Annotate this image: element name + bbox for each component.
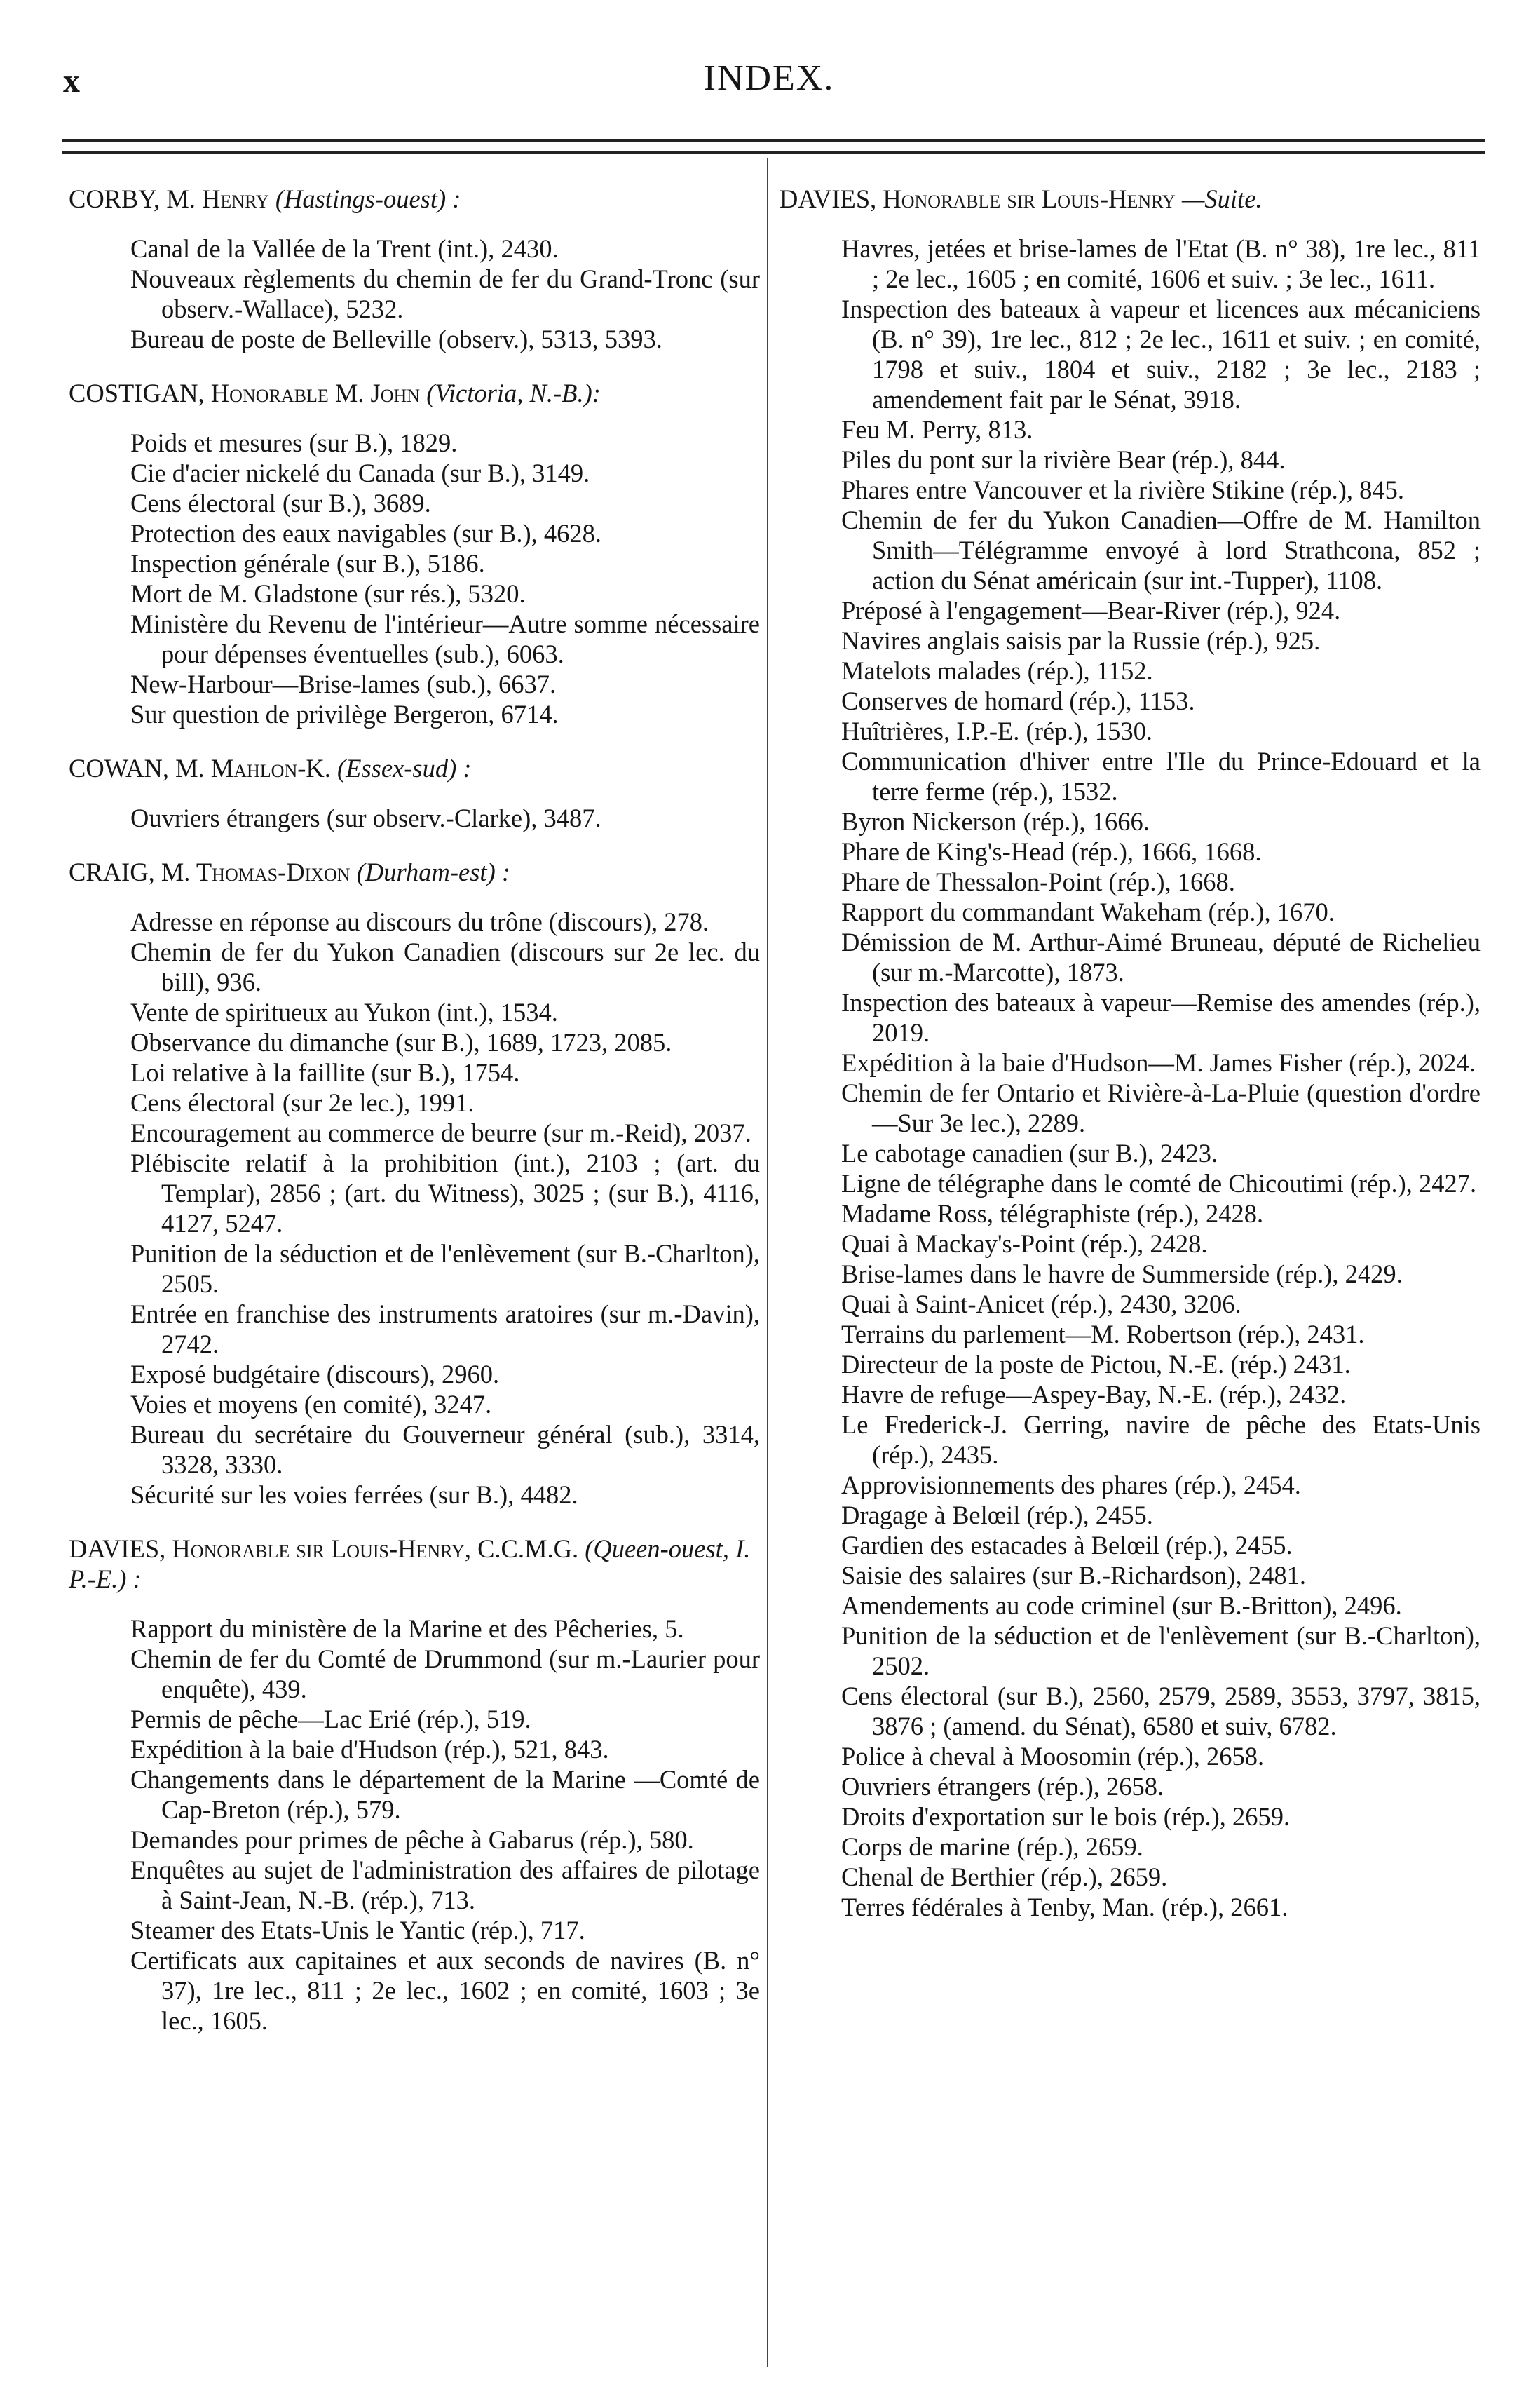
index-item: Havres, jetées et brise-lames de l'Etat (B. n° 38), 1re lec., 811 ; 2e lec., 1605 ; en comité, 1606 et suiv. ; 3e lec., 1611. [841,234,1481,293]
index-item: Protection des eaux navigables (sur B.), 4628. [130,519,602,548]
member-name: Honorable sir Louis-Henry, C.C.M.G. [172,1534,579,1563]
index-entry [69,184,760,354]
index-entry [69,1534,760,2036]
index-item: Encouragement au commerce de beurre (sur m.-Reid), 2037. [130,1118,751,1147]
index-item: Steamer des Etats-Unis le Yantic (rép.), 717. [130,1916,585,1944]
index-item: Police à cheval à Moosomin (rép.), 2658. [841,1742,1265,1771]
index-item: Certificats aux capitaines et aux seconds de navires (B. n° 37), 1re lec., 811 ; 2e lec., 1602 ; en comité, 1603 ; 3e lec., 1605. [130,1946,760,2035]
index-item: Chemin de fer du Yukon Canadien (discours sur 2e lec. du bill), 936. [130,938,760,996]
member-name: Honorable sir Louis-Henry [883,184,1176,213]
member-name: M. Mahlon-K. [175,754,331,783]
index-item: Huîtrières, I.P.-E. (rép.), 1530. [841,717,1152,745]
entry-heading [69,857,760,887]
entry-heading [780,184,1481,214]
index-item: Cie d'acier nickelé du Canada (sur B.), 3149. [130,459,590,487]
entry-items [69,1614,760,2036]
index-item: Chemin de fer du Yukon Canadien—Offre de M. Hamilton Smith—Télégramme envoyé à lord Strathcona, 852 ; action du Sénat américain (sur int.-Tupper), 1108. [841,506,1481,595]
index-item: Phare de King's-Head (rép.), 1666, 1668. [841,837,1262,866]
index-item: Mort de M. Gladstone (sur rés.), 5320. [130,579,526,608]
index-item: Sur question de privilège Bergeron, 6714. [130,700,559,729]
index-item: Vente de spiritueux au Yukon (int.), 1534. [130,998,558,1027]
index-item: Approvisionnements des phares (rép.), 2454. [841,1470,1301,1499]
left-column [69,184,760,2059]
index-item: Sécurité sur les voies ferrées (sur B.), 4482. [130,1480,578,1509]
member-riding: —Suite. [1181,184,1263,213]
index-item: Poids et mesures (sur B.), 1829. [130,428,458,457]
entry-items [69,428,760,729]
index-item: Ouvriers étrangers (sur observ.-Clarke), 3487. [130,804,601,832]
index-item: Expédition à la baie d'Hudson (rép.), 521, 843. [130,1735,609,1764]
member-riding: (Victoria, N.-B.): [426,379,601,407]
index-item: Quai à Mackay's-Point (rép.), 2428. [841,1229,1208,1258]
member-name: Honorable M. John [210,379,421,407]
entry-heading [69,184,760,214]
entry-items [69,907,760,1510]
index-item: Exposé budgétaire (discours), 2960. [130,1360,500,1388]
index-item: Navires anglais saisis par la Russie (rép.), 925. [841,626,1321,655]
member-riding: (Hastings-ouest) : [275,184,461,213]
index-item: Préposé à l'engagement—Bear-River (rép.), 924. [841,596,1341,625]
index-item: Inspection des bateaux à vapeur—Remise des amendes (rép.), 2019. [841,988,1481,1047]
member-surname: COSTIGAN, [69,379,205,407]
index-item: Droits d'exportation sur le bois (rép.), 2659. [841,1802,1291,1831]
index-item: Terrains du parlement—M. Robertson (rép.), 2431. [841,1320,1365,1348]
index-item: Cens électoral (sur 2e lec.), 1991. [130,1088,475,1117]
index-item: Cens électoral (sur B.), 2560, 2579, 2589, 3553, 3797, 3815, 3876 ; (amend. du Sénat), 6580 et suiv, 6782. [841,1682,1481,1740]
index-item: Voies et moyens (en comité), 3247. [130,1390,492,1419]
index-item: Corps de marine (rép.), 2659. [841,1832,1143,1861]
index-item: Demandes pour primes de pêche à Gabarus (rép.), 580. [130,1825,694,1854]
entry-heading [69,1534,760,1594]
index-item: Rapport du ministère de la Marine et des Pêcheries, 5. [130,1614,684,1643]
index-item: Chenal de Berthier (rép.), 2659. [841,1862,1168,1891]
index-item: Communication d'hiver entre l'Ile du Prince-Edouard et la terre ferme (rép.), 1532. [841,747,1481,806]
index-item: Loi relative à la faillite (sur B.), 1754. [130,1058,520,1087]
index-item: Saisie des salaires (sur B.-Richardson), 2481. [841,1561,1306,1590]
member-surname: COWAN, [69,754,169,783]
entry-heading [69,378,760,408]
index-item: Piles du pont sur la rivière Bear (rép.), 844. [841,445,1286,474]
index-item: Chemin de fer Ontario et Rivière-à-La-Pluie (question d'ordre—Sur 3e lec.), 2289. [841,1078,1481,1137]
header-double-rule [62,139,1485,154]
index-item: Rapport du commandant Wakeham (rép.), 1670. [841,898,1335,926]
entry-items [69,803,760,833]
index-item: Matelots malades (rép.), 1152. [841,656,1153,685]
index-item: Changements dans le département de la Marine —Comté de Cap-Breton (rép.), 579. [130,1765,760,1824]
index-item: Chemin de fer du Comté de Drummond (sur m.-Laurier pour enquête), 439. [130,1644,760,1703]
index-item: Canal de la Vallée de la Trent (int.), 2430. [130,234,559,263]
index-item: Bureau du secrétaire du Gouverneur général (sub.), 3314, 3328, 3330. [130,1420,760,1479]
index-item: Phares entre Vancouver et la rivière Stikine (rép.), 845. [841,475,1405,504]
index-item: Observance du dimanche (sur B.), 1689, 1723, 2085. [130,1028,672,1057]
index-item: Amendements au code criminel (sur B.-Britton), 2496. [841,1591,1402,1620]
member-name: M. Thomas-Dixon [161,858,351,886]
right-column [780,184,1481,1946]
index-item: Nouveaux règlements du chemin de fer du Grand-Tronc (sur observ.-Wallace), 5232. [130,264,760,323]
entry-heading [69,753,760,783]
member-surname: CORBY, [69,184,161,213]
member-surname: DAVIES, [780,184,877,213]
index-entry [69,753,760,833]
index-item: Permis de pêche—Lac Erié (rép.), 519. [130,1705,531,1733]
column-divider [767,158,768,2367]
entry-items [780,234,1481,1922]
index-item: Ouvriers étrangers (rép.), 2658. [841,1772,1164,1801]
index-item: New-Harbour—Brise-lames (sub.), 6637. [130,670,557,698]
index-item: Terres fédérales à Tenby, Man. (rép.), 2661. [841,1893,1288,1921]
index-item: Cens électoral (sur B.), 3689. [130,489,431,518]
index-item: Entrée en franchise des instruments aratoires (sur m.-Davin), 2742. [130,1299,760,1358]
index-item: Byron Nickerson (rép.), 1666. [841,807,1150,836]
index-entry [69,857,760,1510]
index-item: Ligne de télégraphe dans le comté de Chicoutimi (rép.), 2427. [841,1169,1477,1198]
index-item: Le Frederick-J. Gerring, navire de pêche des Etats-Unis (rép.), 2435. [841,1410,1481,1469]
index-item: Inspection générale (sur B.), 5186. [130,549,485,578]
index-entry [780,184,1481,1922]
index-item: Adresse en réponse au discours du trône (discours), 278. [130,907,709,936]
index-item: Brise-lames dans le havre de Summerside (rép.), 2429. [841,1259,1403,1288]
page-title: INDEX. [703,58,835,98]
member-riding: (Queen-ouest, I. P.-E.) : [69,1534,751,1593]
index-item: Quai à Saint-Anicet (rép.), 2430, 3206. [841,1290,1241,1318]
member-riding: (Essex-sud) : [337,754,472,783]
index-item: Punition de la séduction et de l'enlèvement (sur B.-Charlton), 2502. [841,1621,1481,1680]
entry-items [69,234,760,354]
index-item: Havre de refuge—Aspey-Bay, N.-E. (rép.), 2432. [841,1380,1347,1409]
index-entry [69,378,760,729]
index-item: Inspection des bateaux à vapeur et licences aux mécaniciens (B. n° 39), 1re lec., 812 ; 2e lec., 1611 et suiv. ; en comité, 1798 et suiv., 1804 et suiv., 2182 ; 3e lec., 2183 ; amendement fait par le Sénat, 3918. [841,295,1481,414]
index-item: Punition de la séduction et de l'enlèvement (sur B.-Charlton), 2505. [130,1239,760,1298]
index-item: Enquêtes au sujet de l'administration des affaires de pilotage à Saint-Jean, N.-B. (rép.), 713. [130,1855,760,1914]
index-item: Conserves de homard (rép.), 1153. [841,686,1195,715]
index-item: Directeur de la poste de Pictou, N.-E. (rép.) 2431. [841,1350,1351,1379]
member-riding: (Durham-est) : [356,858,511,886]
member-surname: CRAIG, [69,858,155,886]
index-item: Dragage à Belœil (rép.), 2455. [841,1501,1153,1529]
index-item: Plébiscite relatif à la prohibition (int.), 2103 ; (art. du Templar), 2856 ; (art. du Witness), 3025 ; (sur B.), 4116, 4127, 5247. [130,1149,760,1238]
index-item: Phare de Thessalon-Point (rép.), 1668. [841,867,1235,896]
index-item: Gardien des estacades à Belœil (rép.), 2455. [841,1531,1293,1560]
index-item: Expédition à la baie d'Hudson—M. James Fisher (rép.), 2024. [841,1048,1476,1077]
page-number: x [63,62,80,100]
index-item: Le cabotage canadien (sur B.), 2423. [841,1139,1218,1168]
index-item: Madame Ross, télégraphiste (rép.), 2428. [841,1199,1264,1228]
member-name: M. Henry [166,184,269,213]
index-item: Ministère du Revenu de l'intérieur—Autre somme nécessaire pour dépenses éventuelles (sub.), 6063. [130,609,760,668]
index-item: Démission de M. Arthur-Aimé Bruneau, député de Richelieu (sur m.-Marcotte), 1873. [841,928,1481,987]
index-item: Bureau de poste de Belleville (observ.), 5313, 5393. [130,325,662,353]
index-item: Feu M. Perry, 813. [841,415,1033,444]
member-surname: DAVIES, [69,1534,166,1563]
